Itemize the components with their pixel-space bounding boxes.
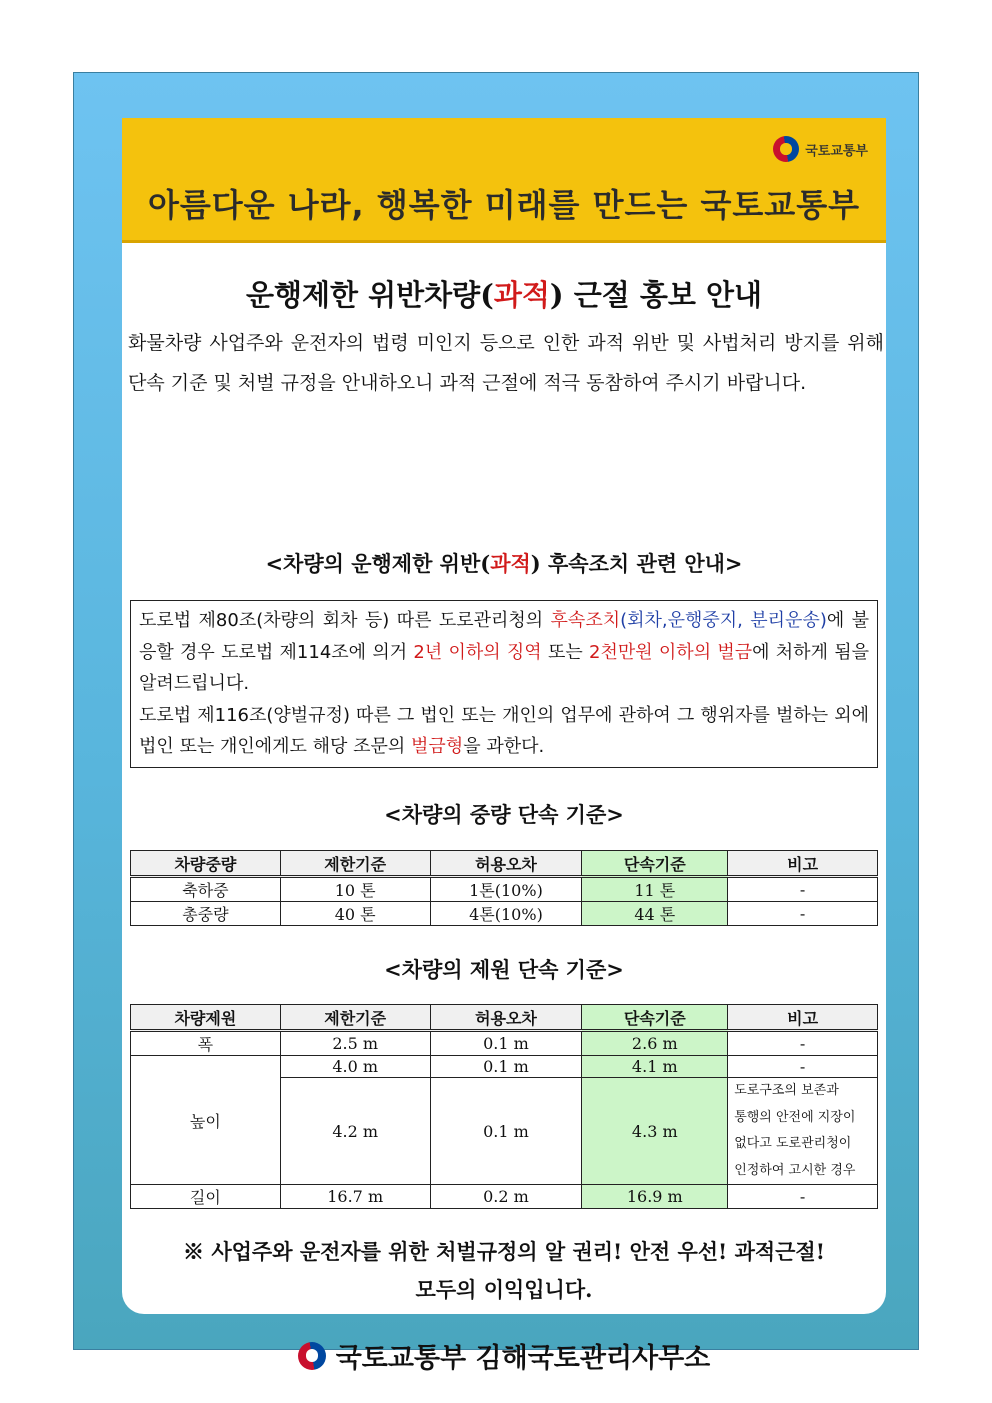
slogan: 아름다운 나라, 행복한 미래를 만드는 국토교통부 [147,186,861,224]
table-cell: 2.6 m [582,1031,728,1056]
table-cell: 16.9 m [582,1185,728,1209]
section-heading-followup [122,548,886,578]
table-cell: 11 톤 [582,877,728,902]
penalty-notice-box [130,600,878,768]
table-cell: 0.1 m [430,1031,582,1056]
table-cell: 1톤(10%) [430,877,582,902]
table-cell: - [728,1031,878,1056]
column-header: 허용오차 [430,851,582,877]
height-exception-note [728,1078,878,1185]
title-highlight: 과적 [493,278,550,312]
closing-line-2: 모두의 이익입니다. [415,1277,593,1302]
header-banner [122,118,886,243]
table-cell: 0.2 m [430,1185,582,1209]
table-cell: 44 톤 [582,902,728,926]
section1-highlight: 과적 [490,551,531,576]
table-row [131,1031,878,1056]
dimension-limit-table [130,1004,878,1209]
column-header: 차량중량 [131,851,281,877]
table-cell: - [728,1185,878,1209]
table-cell: - [728,877,878,902]
table-cell: 40 톤 [280,902,430,926]
notice-prison-term: 2년 이하의 징역 [413,641,542,663]
section-heading-weight: <차량의 중량 단속 기준> [384,802,624,827]
notice-text: 에 처하게 됨을 알려드립니다. [139,641,870,694]
closing-message [122,1233,886,1309]
notice-paragraph-1 [139,605,869,700]
column-header: 차량제원 [131,1005,281,1031]
table-row [131,1056,878,1078]
taegeuk-logo-icon [773,136,799,162]
notice-text: 도로법 제80조(차량의 회차 등) 따른 도로관리청의 [139,610,551,631]
table-header-row [131,1005,878,1031]
closing-line-1: ※ 사업주와 운전자를 위한 처벌규정의 알 권리! 안전 우선! 과적근절! [183,1239,825,1264]
table-cell: 10 톤 [280,877,430,902]
note-line: 인정하여 고시한 경우 [734,1162,856,1178]
table-cell: 4.3 m [582,1078,728,1185]
notice-action-types: (회차,운행중지, 분리운송) [620,610,827,631]
table-cell: - [728,1056,878,1078]
notice-text: 에 불응할 경우 도로법 제114조에 의거 [139,610,870,663]
notice-fine-penalty: 벌금형 [411,736,464,757]
table-cell: 2.5 m [280,1031,430,1056]
weight-limit-table [130,850,878,926]
notice-paragraph-2 [139,700,869,763]
table-row [131,1185,878,1209]
column-header: 단속기준 [582,1005,728,1031]
table-cell: 4.2 m [280,1078,430,1185]
notice-fine: 2천만원 이하의 벌금 [589,641,753,663]
intro-text: 화물차량 사업주와 운전자의 법령 미인지 등으로 인한 과적 위반 및 사법처리 방지를 위해 단속 기준 및 처벌 규정을 안내하오니 과적 근절에 적극 동참하여 주시기 바랍니다. [128,332,884,394]
notice-text: 을 과한다. [463,736,545,757]
section1-post: ) 후속조치 관련 안내> [530,551,743,576]
column-header: 비고 [728,1005,878,1031]
table-cell: 0.1 m [430,1056,582,1078]
notice-text: 또는 [541,641,590,663]
note-line: 없다고 도로관리청이 [734,1136,852,1151]
table-row [131,902,878,926]
table-cell: 높이 [131,1056,281,1185]
section1-pre: <차량의 운행제한 위반( [265,551,491,576]
ministry-logo [773,136,868,162]
taegeuk-logo-icon [298,1342,326,1370]
ministry-logo-text: 국토교통부 [805,143,868,159]
column-header: 비고 [728,851,878,877]
page-title [122,273,886,314]
office-name: 국토교통부 김해국토관리사무소 [335,1343,711,1374]
table-cell: 폭 [131,1031,281,1056]
notice-text: 도로법 제116조(양벌규정) 따른 그 법인 또는 개인의 업무에 관하여 그 행위자를 벌하는 외에 법인 또는 개인에게도 해당 조문의 [139,704,869,757]
footer-signature [122,1336,886,1375]
table-cell: 4톤(10%) [430,902,582,926]
table-cell: 4.0 m [280,1056,430,1078]
table-cell: - [728,902,878,926]
column-header: 허용오차 [430,1005,582,1031]
column-header: 단속기준 [582,851,728,877]
title-pre: 운행제한 위반차량( [245,278,494,312]
table-cell: 길이 [131,1185,281,1209]
section-heading-dimensions: <차량의 제원 단속 기준> [384,957,624,982]
table-cell: 0.1 m [430,1078,582,1185]
notice-card [122,118,886,1374]
notice-followup-action: 후속조치 [550,610,621,631]
table-header-row [131,851,878,877]
table-cell: 축하중 [131,877,281,902]
note-line: 통행의 안전에 지장이 [734,1109,856,1125]
column-header: 제한기준 [280,1005,430,1031]
table-row [131,877,878,902]
table-cell: 4.1 m [582,1056,728,1078]
title-post: ) 근절 홍보 안내 [549,278,763,312]
table-cell: 16.7 m [280,1185,430,1209]
table-cell: 총중량 [131,902,281,926]
note-line: 도로구조의 보존과 [734,1083,839,1098]
column-header: 제한기준 [280,851,430,877]
